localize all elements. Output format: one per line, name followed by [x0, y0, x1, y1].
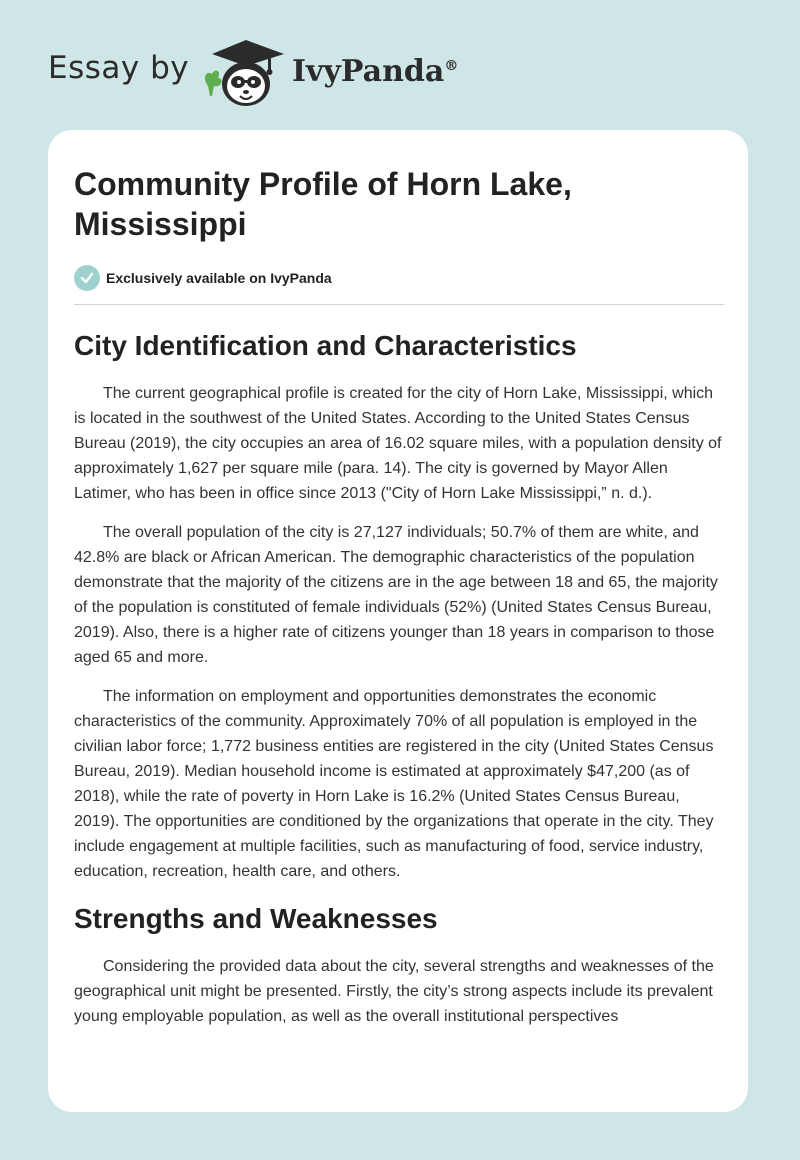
paragraph: The current geographical profile is created for the city of Horn Lake, Mississippi, which is located in the southwest of the United States. According to the United States Census Bureau (2019), the city occupies an area of 16.02 square miles, with a population density of approximately 1,627 per square mile (para. 14). The city is governed by Mayor Allen Latimer, who has been in office since 2013 ("City of Horn Lake Mississippi,” n. d.). [74, 385, 722, 502]
brand-name[interactable] [292, 54, 458, 89]
divider [74, 304, 724, 305]
paragraph: The overall population of the city is 27,127 individuals; 50.7% of them are white, and 42.8% are black or African American. The demographic characteristics of the population demonstrate that the majority of the citizens are in the age between 18 and 65, the majority of the population is constituted of female individuals (52%) (United States Census Bureau, 2019). Also, there is a higher rate of citizens younger than 18 years in comparison to those aged 65 and more. [74, 524, 718, 666]
section-heading: Strengths and Weaknesses [74, 903, 438, 934]
essay-content [74, 164, 726, 1029]
badge-text: Exclusively available on IvyPanda [106, 270, 332, 286]
registered-mark: ® [444, 58, 459, 74]
essay-by-label: Essay by [48, 50, 190, 86]
paragraph: Considering the provided data about the city, several strengths and weaknesses of the geographical unit might be presented. Firstly, the city’s strong aspects include its prevalent young employable population, as well as the overall institutional perspectives [74, 958, 714, 1025]
check-icon [74, 265, 100, 291]
panda-logo-icon[interactable] [200, 34, 290, 114]
essay-card [48, 130, 748, 1112]
brand-label: IvyPanda [292, 54, 445, 89]
exclusive-badge [74, 264, 726, 292]
site-header [0, 0, 800, 130]
paragraph: The information on employment and opportunities demonstrates the economic characteristics of the community. Approximately 70% of all population is employed in the civilian labor force; 1,772 business entities are registered in the city (United States Census Bureau, 2019). Median household income is estimated at approximately $47,200 (as of 2018), while the rate of poverty in Horn Lake is 16.2% (United States Census Bureau, 2019). The opportunities are conditioned by the organizations that operate in the city. They include engagement at multiple facilities, such as manufacturing of food, service industry, education, recreation, health care, and others. [74, 688, 714, 880]
page-title: Community Profile of Horn Lake, Mississippi [74, 166, 572, 242]
section-heading: City Identification and Characteristics [74, 330, 577, 361]
